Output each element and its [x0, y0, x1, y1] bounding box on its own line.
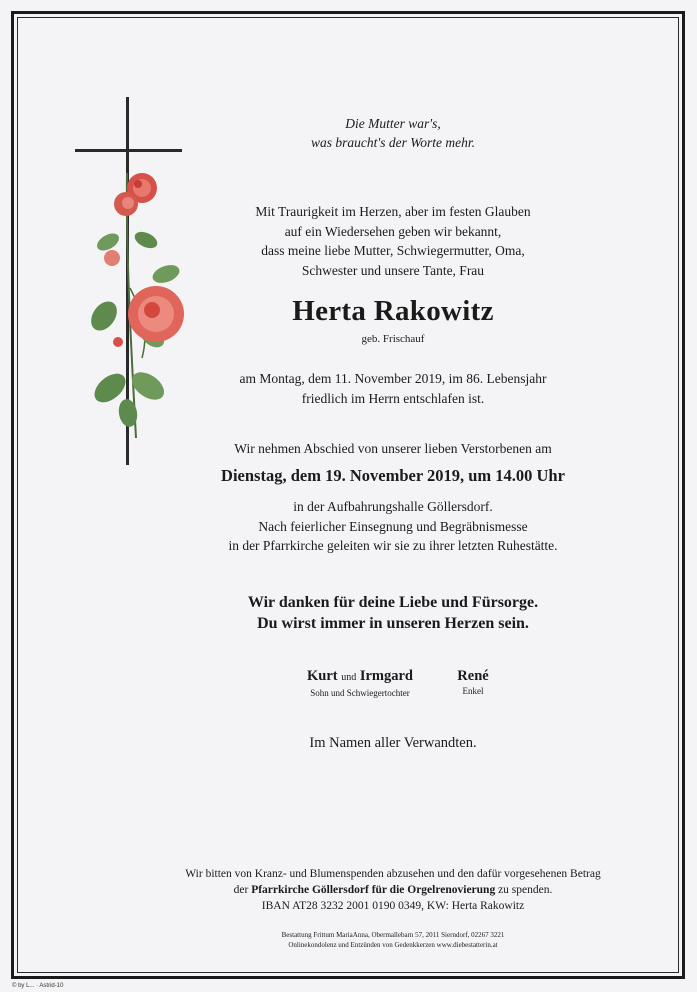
- thanks-line: Du wirst immer in unseren Herzen sein.: [257, 615, 529, 632]
- family-role: Enkel: [462, 686, 484, 696]
- donation-iban: IBAN AT28 3232 2001 0190 0349, KW: Herta Rakowitz: [261, 900, 525, 912]
- rose-icon: [80, 168, 200, 453]
- inner-border: [17, 17, 679, 973]
- funeral-line: in der Aufbahrungshalle Göllersdorf.: [293, 499, 493, 514]
- motto-line: Die Mutter war's,: [345, 116, 441, 131]
- imprint-line: Onlinekondolenz und Entzünden von Gedenkkerzen www.diebestatterin.at: [288, 941, 498, 949]
- family-member: [440, 667, 506, 697]
- motto: [200, 114, 586, 152]
- death-line: am Montag, dem 11. November 2019, im 86. Lebensjahr: [239, 371, 547, 386]
- farewell-text: Wir nehmen Abschied von unserer lieben Verstorbenen am: [234, 441, 552, 456]
- intro-line: dass meine liebe Mutter, Schwiegermutter, Oma,: [261, 243, 525, 258]
- family-role: Sohn und Schwiegertochter: [310, 688, 410, 698]
- funeral-date: Dienstag, dem 19. November 2019, um 14.00 Uhr: [221, 466, 565, 485]
- intro-text: [200, 202, 586, 280]
- thanks-line: Wir danken für deine Liebe und Fürsorge.: [247, 594, 539, 611]
- footer-mark: © by L... · Astrid-10: [12, 983, 64, 989]
- intro-line: Mit Traurigkeit im Herzen, aber im festen Glauben: [255, 204, 531, 219]
- donation-text: der: [233, 884, 252, 896]
- death-notice: [200, 369, 586, 408]
- family-connector: und: [341, 672, 357, 683]
- donation-text: zu spenden.: [495, 884, 553, 896]
- funeral-details: [200, 497, 586, 556]
- relatives-line: Im Namen aller Verwandten.: [309, 735, 477, 751]
- intro-line: Schwester und unsere Tante, Frau: [301, 262, 485, 278]
- thanks-text: [200, 592, 586, 634]
- funeral-line: Nach feierlicher Einsegnung und Begräbnismesse: [258, 518, 528, 534]
- donation-line: Wir bitten von Kranz- und Blumenspenden abzusehen und den dafür vorgesehenen Betrag: [185, 868, 601, 880]
- birth-name: geb. Frischauf: [361, 333, 425, 345]
- family-name: René: [457, 668, 489, 684]
- family-names: [290, 667, 430, 687]
- motto-line: was braucht's der Worte mehr.: [310, 135, 476, 150]
- intro-line: auf ein Wiedersehen geben wir bekannt,: [284, 223, 502, 239]
- family-name: Irmgard: [359, 668, 414, 684]
- donation-note: [140, 866, 646, 914]
- family-member: [290, 667, 430, 699]
- donation-beneficiary: Pfarrkirche Göllersdorf für die Orgelrenovierung: [251, 884, 496, 896]
- donation-line: [140, 882, 646, 898]
- funeral-line: in der Pfarrkirche geleiten wir sie zu ihrer letzten Ruhestätte.: [228, 538, 558, 553]
- deceased-name: Herta Rakowitz: [292, 295, 494, 327]
- imprint-line: Bestattung Frittum MariaAnna, Obermallebarn 57, 2011 Sierndorf, 02267 3221: [281, 931, 505, 939]
- family-name: Kurt: [306, 668, 338, 684]
- death-line: friedlich im Herrn entschlafen ist.: [301, 390, 485, 406]
- imprint: [200, 930, 586, 950]
